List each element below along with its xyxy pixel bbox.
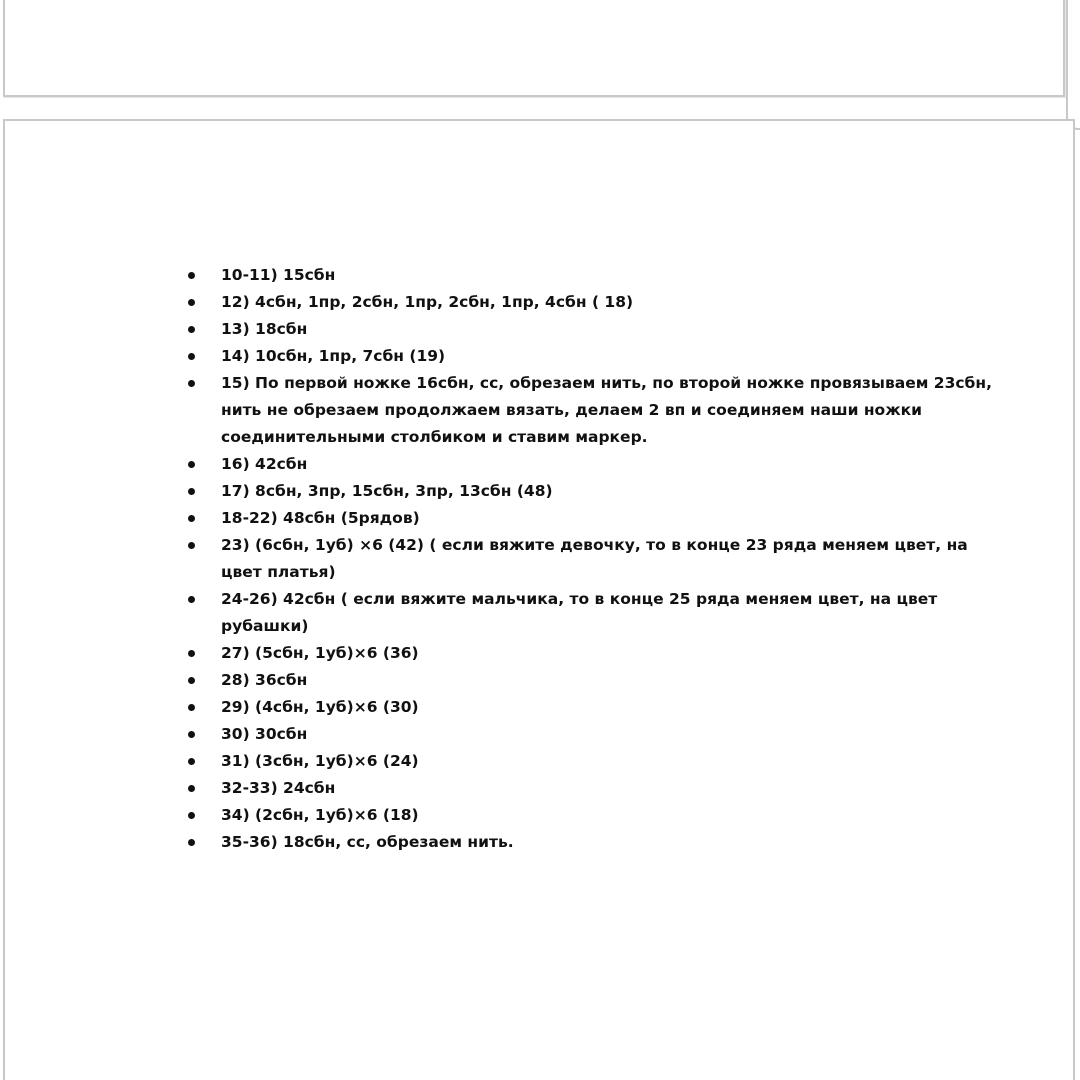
bullet-icon xyxy=(188,353,195,360)
bullet-icon xyxy=(188,299,195,306)
bullet-icon xyxy=(188,785,195,792)
page-edge xyxy=(1066,0,1080,130)
list-item-text: 34) (2сбн, 1уб)×6 (18) xyxy=(221,806,419,824)
list-item xyxy=(188,532,1008,586)
list-item xyxy=(188,748,1008,775)
list-item xyxy=(188,586,1008,640)
list-item-text: 32-33) 24сбн xyxy=(221,779,336,797)
bullet-icon xyxy=(188,380,195,387)
list-item-text: 23) (6сбн, 1уб) ×6 (42) ( если вяжите девочку, то в конце 23 ряда меняем цвет, на цвет платья) xyxy=(221,536,968,581)
bullet-icon xyxy=(188,515,195,522)
bullet-icon xyxy=(188,596,195,603)
bullet-icon xyxy=(188,488,195,495)
list-item-text: 18-22) 48сбн (5рядов) xyxy=(221,509,420,527)
list-item-text: 27) (5сбн, 1уб)×6 (36) xyxy=(221,644,419,662)
list-item-text: 17) 8сбн, 3пр, 15сбн, 3пр, 13сбн (48) xyxy=(221,482,553,500)
bullet-icon xyxy=(188,758,195,765)
list-item-text: 13) 18сбн xyxy=(221,320,308,338)
list-item xyxy=(188,370,1008,451)
bullet-icon xyxy=(188,461,195,468)
bullet-icon xyxy=(188,542,195,549)
list-item xyxy=(188,829,1008,856)
bullet-icon xyxy=(188,839,195,846)
list-item-text: 31) (3сбн, 1уб)×6 (24) xyxy=(221,752,419,770)
list-item xyxy=(188,640,1008,667)
list-item xyxy=(188,721,1008,748)
pattern-row-list xyxy=(188,262,1008,856)
bullet-icon xyxy=(188,731,195,738)
list-item xyxy=(188,478,1008,505)
bullet-icon xyxy=(188,326,195,333)
bullet-icon xyxy=(188,704,195,711)
previous-page xyxy=(3,0,1065,97)
list-item xyxy=(188,289,1008,316)
list-item xyxy=(188,775,1008,802)
list-item xyxy=(188,262,1008,289)
list-item xyxy=(188,343,1008,370)
list-item xyxy=(188,667,1008,694)
list-item-text: 12) 4сбн, 1пр, 2сбн, 1пр, 2сбн, 1пр, 4сбн ( 18) xyxy=(221,293,634,311)
bullet-icon xyxy=(188,677,195,684)
list-item xyxy=(188,316,1008,343)
list-item-text: 30) 30сбн xyxy=(221,725,308,743)
list-item-text: 28) 36сбн xyxy=(221,671,308,689)
bullet-icon xyxy=(188,812,195,819)
list-item-text: 35-36) 18сбн, сс, обрезаем нить. xyxy=(221,833,514,851)
list-item-text: 24-26) 42сбн ( если вяжите мальчика, то в конце 25 ряда меняем цвет, на цвет рубашки) xyxy=(221,590,938,635)
list-item-text: 15) По первой ножке 16сбн, сс, обрезаем нить, по второй ножке провязываем 23сбн, нить не обрезаем продолжаем вязать, делаем 2 вп и соединяем наши ножки соединительными столбиком и ставим маркер. xyxy=(221,374,992,446)
bullet-icon xyxy=(188,650,195,657)
list-item-text: 16) 42сбн xyxy=(221,455,308,473)
list-item-text: 14) 10сбн, 1пр, 7сбн (19) xyxy=(221,347,446,365)
list-item xyxy=(188,694,1008,721)
bullet-icon xyxy=(188,272,195,279)
list-item xyxy=(188,802,1008,829)
list-item xyxy=(188,451,1008,478)
list-item-text: 29) (4сбн, 1уб)×6 (30) xyxy=(221,698,419,716)
list-item xyxy=(188,505,1008,532)
list-item-text: 10-11) 15сбн xyxy=(221,266,336,284)
